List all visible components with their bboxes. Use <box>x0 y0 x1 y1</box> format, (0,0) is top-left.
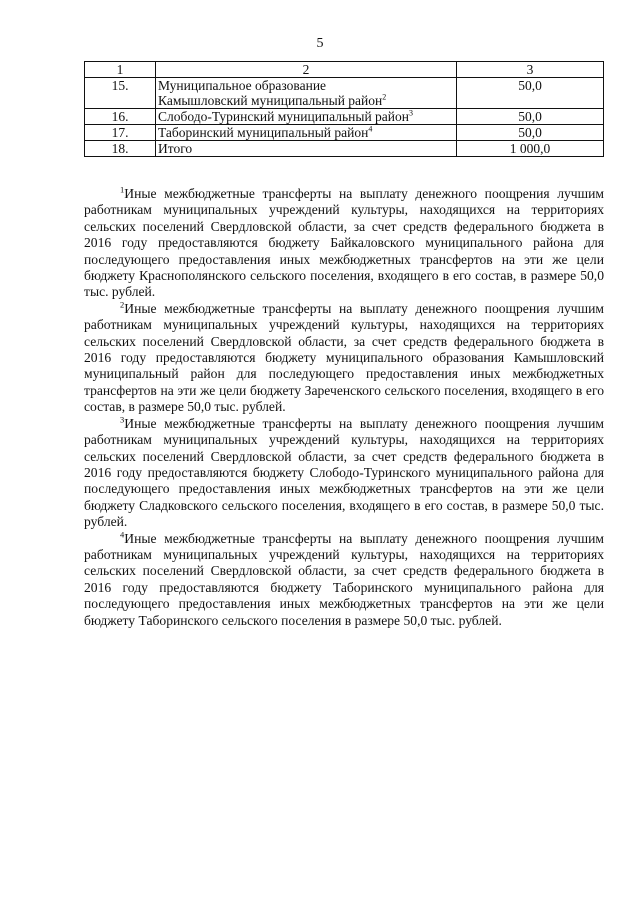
footnote-text: Иные межбюджетные трансферты на выплату денежного поощрения лучшим работникам муниципальных учреждений культуры, находящихся на территориях сельских поселений Свердловской области, за счет средств федерального бюджета в 2016 году предоставляются бюджету Таборинского муниципального района для последующего предоставления иных межбюджетных трансфертов на эти же цели бюджету Таборинского сельского поселения в размере 50,0 тыс. рублей. <box>84 530 604 628</box>
row-value: 1 000,0 <box>457 141 604 157</box>
row-value: 50,0 <box>457 78 604 109</box>
row-number: 18. <box>85 141 156 157</box>
row-number: 17. <box>85 125 156 141</box>
footnote-marker: 3 <box>120 414 125 425</box>
row-number: 15. <box>85 78 156 109</box>
footnote-marker: 2 <box>382 92 387 102</box>
column-header: 3 <box>457 62 604 78</box>
table-header-row <box>85 62 604 78</box>
row-name <box>156 125 457 141</box>
footnote-paragraph <box>84 531 604 629</box>
row-name: Итого <box>156 141 457 157</box>
table-row-total <box>85 141 604 157</box>
row-name <box>156 109 457 125</box>
footnote-marker: 3 <box>409 108 413 118</box>
footnote-marker: 4 <box>368 124 373 134</box>
budget-table <box>84 61 604 157</box>
footnote-marker: 4 <box>120 529 125 539</box>
footnote-marker: 1 <box>120 184 125 195</box>
footnote-text: Иные межбюджетные трансферты на выплату денежного поощрения лучшим работникам муниципальных учреждений культуры, находящихся на территориях сельских поселений Свердловской области, за счет средств федерального бюджета в 2016 году предоставляются бюджету Слободо-Туринского муниципального района для последующего предоставления иных межбюджетных трансфертов на эти же цели бюджету Сладковского сельского поселения, входящего в его состав, в размере 50,0 тыс. рублей. <box>84 415 604 530</box>
footnote-text: Иные межбюджетные трансферты на выплату денежного поощрения лучшим работникам муниципальных учреждений культуры, находящихся на территориях сельских поселений Свердловской области, за счет средств федерального бюджета в 2016 году предоставляются бюджету муниципального образования Камышловский муниципальный район для последующего предоставления иных межбюджетных трансфертов на эти же цели бюджету Зареченского сельского поселения, входящего в его состав, в размере 50,0 тыс. рублей. <box>84 300 604 415</box>
column-header: 1 <box>85 62 156 78</box>
row-name-line: Камышловский муниципальный район <box>158 93 383 108</box>
row-number: 16. <box>85 109 156 125</box>
footnote-paragraph <box>84 301 604 416</box>
table-row <box>85 78 604 109</box>
row-name-text: Слободо-Туринский муниципальный район <box>158 109 409 124</box>
footnotes <box>84 186 604 629</box>
row-name-text: Таборинский муниципальный район <box>158 125 369 140</box>
footnote-paragraph <box>84 186 604 301</box>
page-number: 5 <box>316 36 324 51</box>
row-value: 50,0 <box>457 109 604 125</box>
table-row <box>85 109 604 125</box>
row-name <box>156 78 457 109</box>
footnote-marker: 2 <box>120 299 125 310</box>
table-row <box>85 125 604 141</box>
row-name-line: Муниципальное образование <box>158 78 327 93</box>
footnote-text: Иные межбюджетные трансферты на выплату денежного поощрения лучшим работникам муниципальных учреждений культуры, находящихся на территориях сельских поселений Свердловской области, за счет средств федерального бюджета в 2016 году предоставляются бюджету Байкаловского муниципального района для последующего предоставления иных межбюджетных трансфертов на эти же цели бюджету Краснополянского сельского поселения, входящего в его состав, в размере 50,0 тыс. рублей. <box>84 186 604 300</box>
column-header: 2 <box>156 62 457 78</box>
row-value: 50,0 <box>457 125 604 141</box>
footnote-paragraph <box>84 416 604 531</box>
